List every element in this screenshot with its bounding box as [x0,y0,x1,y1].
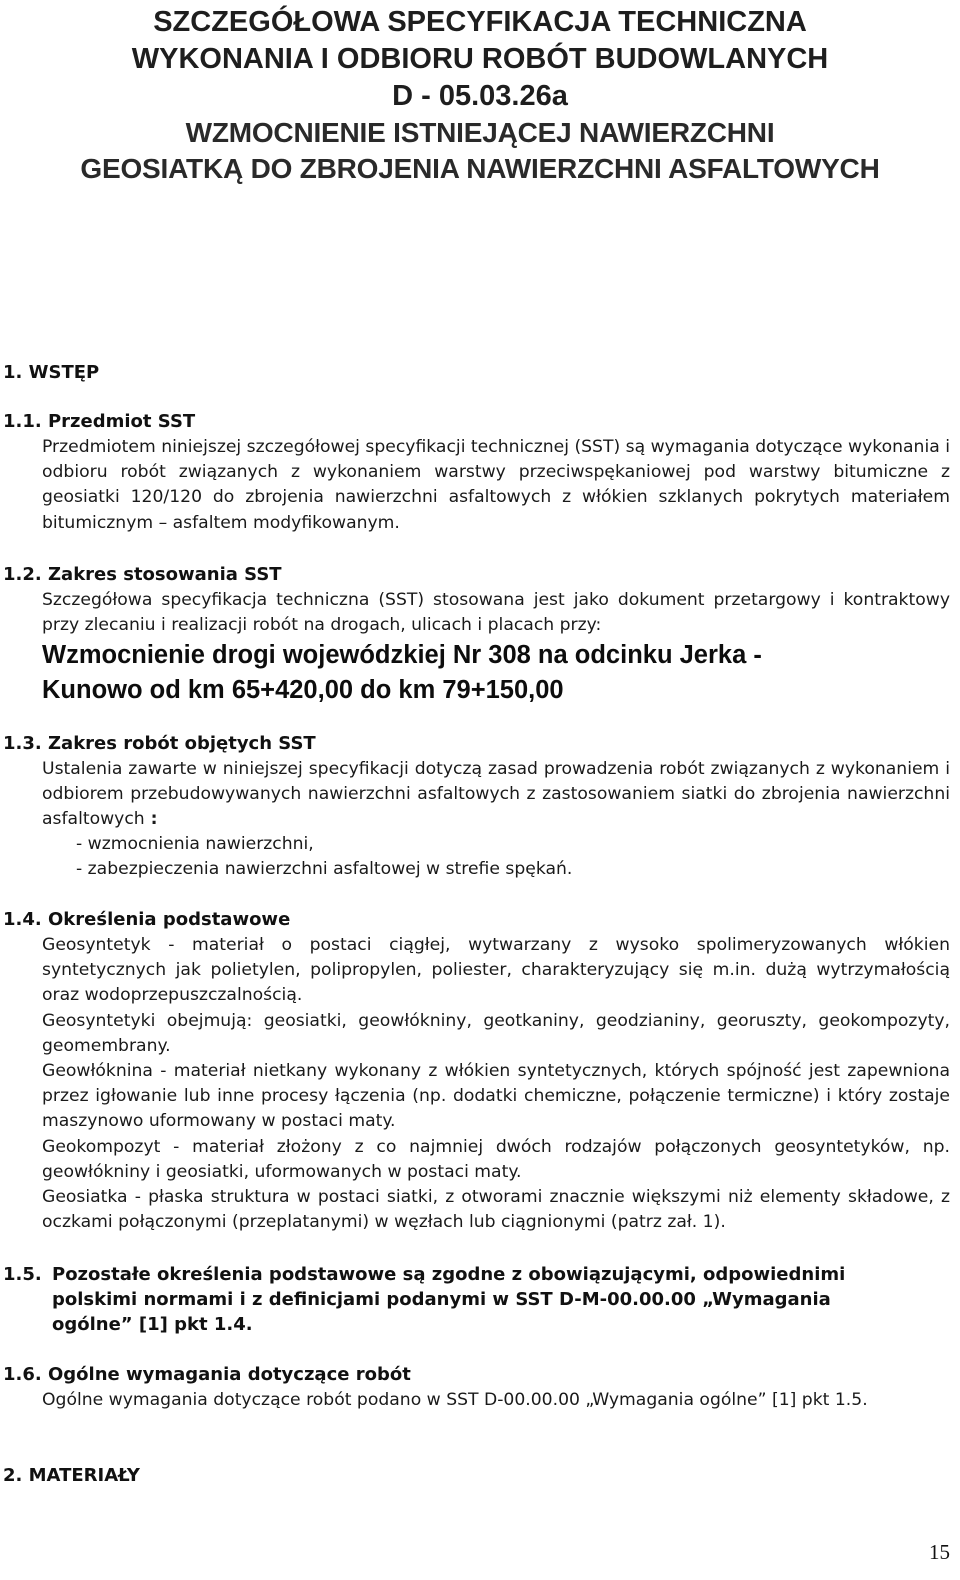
page-number: 15 [929,1540,950,1564]
subsection-1-5-number: 1.5. [3,1264,42,1285]
definition-geosiatka: Geosiatka - płaska struktura w postaci siatki, z otworami znacznie większymi niż elementy składowe, z oczkami połączonymi (przeplatanymi) w węzłach lub ciągnionymi (patrz zał. 1). [42,1187,950,1233]
section-2-heading: 2. MATERIAŁY [3,1465,140,1486]
document-title [0,4,960,187]
definition-geokompozyt: Geokompozyt - materiał złożony z co najmniej dwóch rodzajów połączonych geosyntetyków, np. geowłókniny i geosiatki, uformowanych w postaci maty. [42,1137,950,1183]
subsection-1-1-text: Przedmiotem niniejszej szczegółowej specyfikacji technicznej (SST) są wymagania dotyczące wykonania i odbioru robót związanych z wykonaniem warstwy przeciwspękaniowej pod warstwy bitumiczne z geosiatki 120/120 do zbrojenia nawierzchni asfaltowych z włókien szklanych pokrytych materiałem bitumicznym – asfaltem modyfikowanym. [42,437,950,533]
subsection-1-6-text: Ogólne wymagania dotyczące robót podano w SST D-00.00.00 „Wymagania ogólne” [1] pkt 1.5. [42,1390,868,1410]
subsection-1-3-heading: 1.3. Zakres robót objętych SST [3,733,316,754]
title-line-4: WZMOCNIENIE ISTNIEJĄCEJ NAWIERZCHNI [185,117,775,148]
subsection-1-2-heading: 1.2. Zakres stosowania SST [3,564,282,585]
subsection-1-3-colon: : [144,809,158,830]
project-name-line-2: Kunowo od km 65+420,00 do km 79+150,00 [42,676,564,704]
title-line-1: SZCZEGÓŁOWA SPECYFIKACJA TECHNICZNA [153,6,807,38]
title-line-5: GEOSIATKĄ DO ZBROJENIA NAWIERZCHNI ASFALTOWYCH [80,153,880,184]
definition-geowloknina: Geowłóknina - materiał nietkany wykonany z włókien syntetycznych, których spójność jest zapewniona przez igłowanie lub inne procesy łączenia (np. dodatki chemiczne, połączenie termiczne) i który zostaje maszynowo uformowany w postaci maty. [42,1061,950,1132]
subsection-1-5-heading: Pozostałe określenia podstawowe są zgodne z obowiązującymi, odpowiednimi polskimi normami i z definicjami podanymi w SST D-M-00.00.00 „Wymagania ogólne” [1] pkt 1.4. [52,1264,846,1335]
subsection-1-1-heading: 1.1. Przedmiot SST [3,411,196,432]
project-name-line-1: Wzmocnienie drogi wojewódzkiej Nr 308 na odcinku Jerka - [42,641,762,669]
definition-geosyntetyki: Geosyntetyki obejmują: geosiatki, geowłókniny, geotkaniny, geodzianiny, georuszty, geokompozyty, geomembrany. [42,1011,950,1057]
scope-item-1: - wzmocnienia nawierzchni, [76,834,314,854]
subsection-1-3-text-main: Ustalenia zawarte w niniejszej specyfikacji dotyczą zasad prowadzenia robót związanych z wykonaniem i odbiorem przebudowywanych nawierzchni asfaltowych z zastosowaniem siatki do zbrojenia nawierzchni asfaltowych [42,759,950,830]
section-1-heading: 1. WSTĘP [3,362,100,383]
title-line-2: WYKONANIA I ODBIORU ROBÓT BUDOWLANYCH [131,43,829,75]
definition-geosyntetyk: Geosyntetyk - materiał o postaci ciągłej, wytwarzany z wysoko spolimeryzowanych włókien syntetycznych jak polietylen, polipropylen, poliester, charakteryzujący się m.in. dużą wytrzymałością oraz wodoprzepuszczalnością. [42,935,950,1006]
subsection-1-3-text [42,757,950,833]
subsection-1-2-text: Szczegółowa specyfikacja techniczna (SST) stosowana jest jako dokument przetargowy i kontraktowy przy zlecaniu i realizacji robót na drogach, ulicach i placach przy: [42,590,950,636]
subsection-1-6-heading: 1.6. Ogólne wymagania dotyczące robót [3,1364,411,1385]
scope-item-2: - zabezpieczenia nawierzchni asfaltowej w strefie spękań. [76,859,573,879]
subsection-1-4-heading: 1.4. Określenia podstawowe [3,909,291,930]
spec-code: D - 05.03.26a [392,80,568,112]
